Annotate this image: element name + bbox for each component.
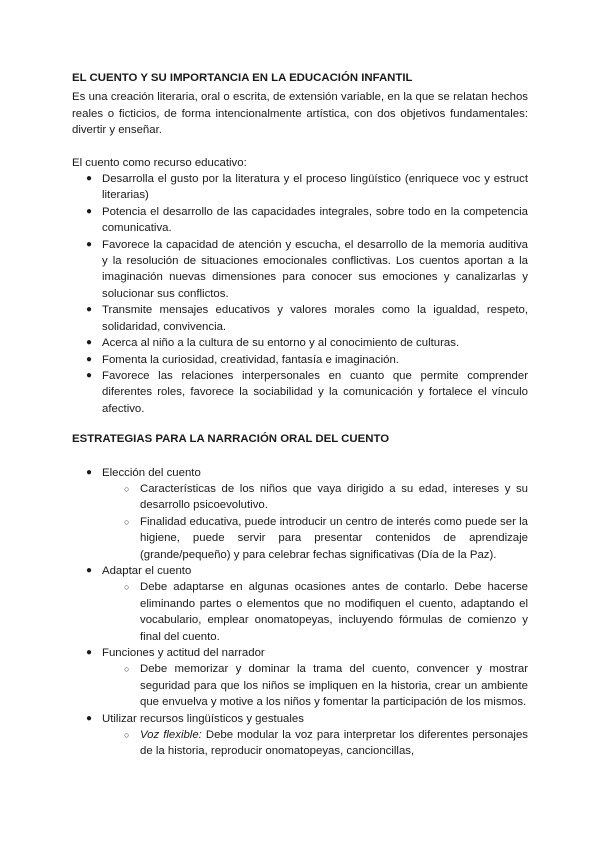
bullet-icon: ●	[86, 647, 93, 658]
circle-bullet-icon: ○	[124, 664, 130, 675]
list-item: ● Favorece las relaciones interpersonales en cuanto que permite comprender diferentes roles, favorece la sociabilidad y la comunicación y fortalece el vínculo afectivo.	[86, 369, 528, 415]
circle-bullet-icon: ○	[124, 516, 130, 527]
list-item: ● Acerca al niño a la cultura de su entorno y al conocimiento de culturas.	[72, 335, 528, 351]
document-page	[72, 70, 528, 760]
sublist-item: ○ Debe adaptarse en algunas ocasiones antes de contarlo. Debe hacerse eliminando partes o elementos que no modifiquen el cuento, adaptando el vocabulario, emplear onomatopeyas, incluyendo fórmulas de comienzo y final del cuento.	[124, 581, 528, 643]
sublist	[102, 579, 528, 645]
section-title-cuento: EL CUENTO Y SU IMPORTANCIA EN LA EDUCACIÓN INFANTIL	[72, 72, 413, 84]
circle-bullet-icon: ○	[124, 730, 130, 741]
sublist-item: ○ Finalidad educativa, puede introducir un centro de interés como puede ser la higiene, puede servir para presentar contenidos de aprendizaje (grande/pequeño) y para celebrar fechas significativas (Día de la Paz).	[124, 515, 528, 561]
bullet-icon: ●	[86, 712, 93, 724]
section-title-estrategias: ESTRATEGIAS PARA LA NARRACIÓN ORAL DEL CUENTO	[72, 433, 390, 446]
list-item: ● Favorece la capacidad de atención y escucha, el desarrollo de la memoria auditiva y la resolución de situaciones emocionales conflictivas. Los cuentos aportan a la imaginación nuevas dimensiones para conocer sus emociones y canalizarlas y solucionar sus conflictos.	[86, 238, 528, 300]
sublist	[102, 727, 528, 760]
sublist	[102, 481, 528, 563]
bullet-icon: ●	[86, 353, 93, 365]
bullet-icon: ●	[86, 238, 93, 250]
definition-paragraph: Es una creación literaria, oral o escrita, de extensión variable, en la que se relatan hechos reales o ficticios, de forma intencionalmente artística, con dos objetivos fundamentales: divertir y enseñar.	[72, 91, 528, 137]
list-item: ● Potencia el desarrollo de las capacidades integrales, sobre todo en la competencia comunicativa.	[86, 205, 528, 235]
list-item: ● Desarrolla el gusto por la literatura y el proceso lingüístico (enriquece voc y estruct literarias)	[86, 173, 528, 202]
list-item: ● Fomenta la curiosidad, creatividad, fantasía e imaginación.	[72, 352, 528, 368]
recurso-list	[72, 171, 528, 417]
sublist	[102, 661, 528, 710]
estrategias-list	[72, 465, 528, 760]
list-item: ● Funciones y actitud del narrador ○ Debe memorizar y dominar la trama del cuento, convencer y mostrar seguridad para que los niños se impliquen en la historia, crear un ambiente que envuelva y motive a los niños y fomentar la participación de los mismos.	[72, 645, 528, 711]
list-item: ● Adaptar el cuento ○ Debe adaptarse en algunas ocasiones antes de contarlo. Debe hacerse eliminando partes o elementos que no modifiquen el cuento, adaptando el vocabulario, emplear onomatopeyas, incluyendo fórmulas de comienzo y final del cuento.	[72, 563, 528, 645]
bullet-icon: ●	[86, 337, 93, 349]
bullet-icon: ●	[86, 564, 93, 576]
sublist-item: ○ Voz flexible: Debe modular la voz para interpretar los diferentes personajes de la historia, reproducir onomatopeyas, cancioncillas,	[124, 729, 528, 758]
bullet-icon: ●	[86, 466, 93, 478]
list-item: ● Transmite mensajes educativos y valores morales como la igualdad, respeto, solidaridad, convivencia.	[86, 304, 528, 333]
bullet-icon: ●	[86, 205, 93, 217]
circle-bullet-icon: ○	[124, 483, 130, 494]
sublist-item: ○ Características de los niños que vaya dirigido a su edad, intereses y su desarrollo psicoevolutivo.	[124, 482, 528, 512]
bullet-icon: ●	[86, 369, 93, 381]
bullet-icon: ●	[86, 173, 93, 185]
list-item: ● Elección del cuento ○ Características de los niños que vaya dirigido a su edad, intereses y su desarrollo psicoevolutivo. ○ Finalidad educativa, puede introducir un centro de interés como puede ser la higiene, puede servir para presentar contenidos de aprendizaje (grande/pequeño) y para celebrar fechas significativas (Día de la Paz).	[72, 465, 528, 563]
subheading-recurso: El cuento como recurso educativo:	[72, 156, 247, 169]
sublist-item: ○ Debe memorizar y dominar la trama del cuento, convencer y mostrar seguridad para que los niños se impliquen en la historia, crear un ambiente que envuelva y motive a los niños y fomentar la participación de los mismos.	[124, 663, 528, 709]
circle-bullet-icon: ○	[124, 582, 130, 593]
bullet-icon: ●	[86, 304, 93, 316]
list-item: ● Utilizar recursos lingüísticos y gestuales ○ Voz flexible: Debe modular la voz para interpretar los diferentes personajes de la historia, reproducir onomatopeyas, cancioncillas,	[72, 711, 528, 760]
